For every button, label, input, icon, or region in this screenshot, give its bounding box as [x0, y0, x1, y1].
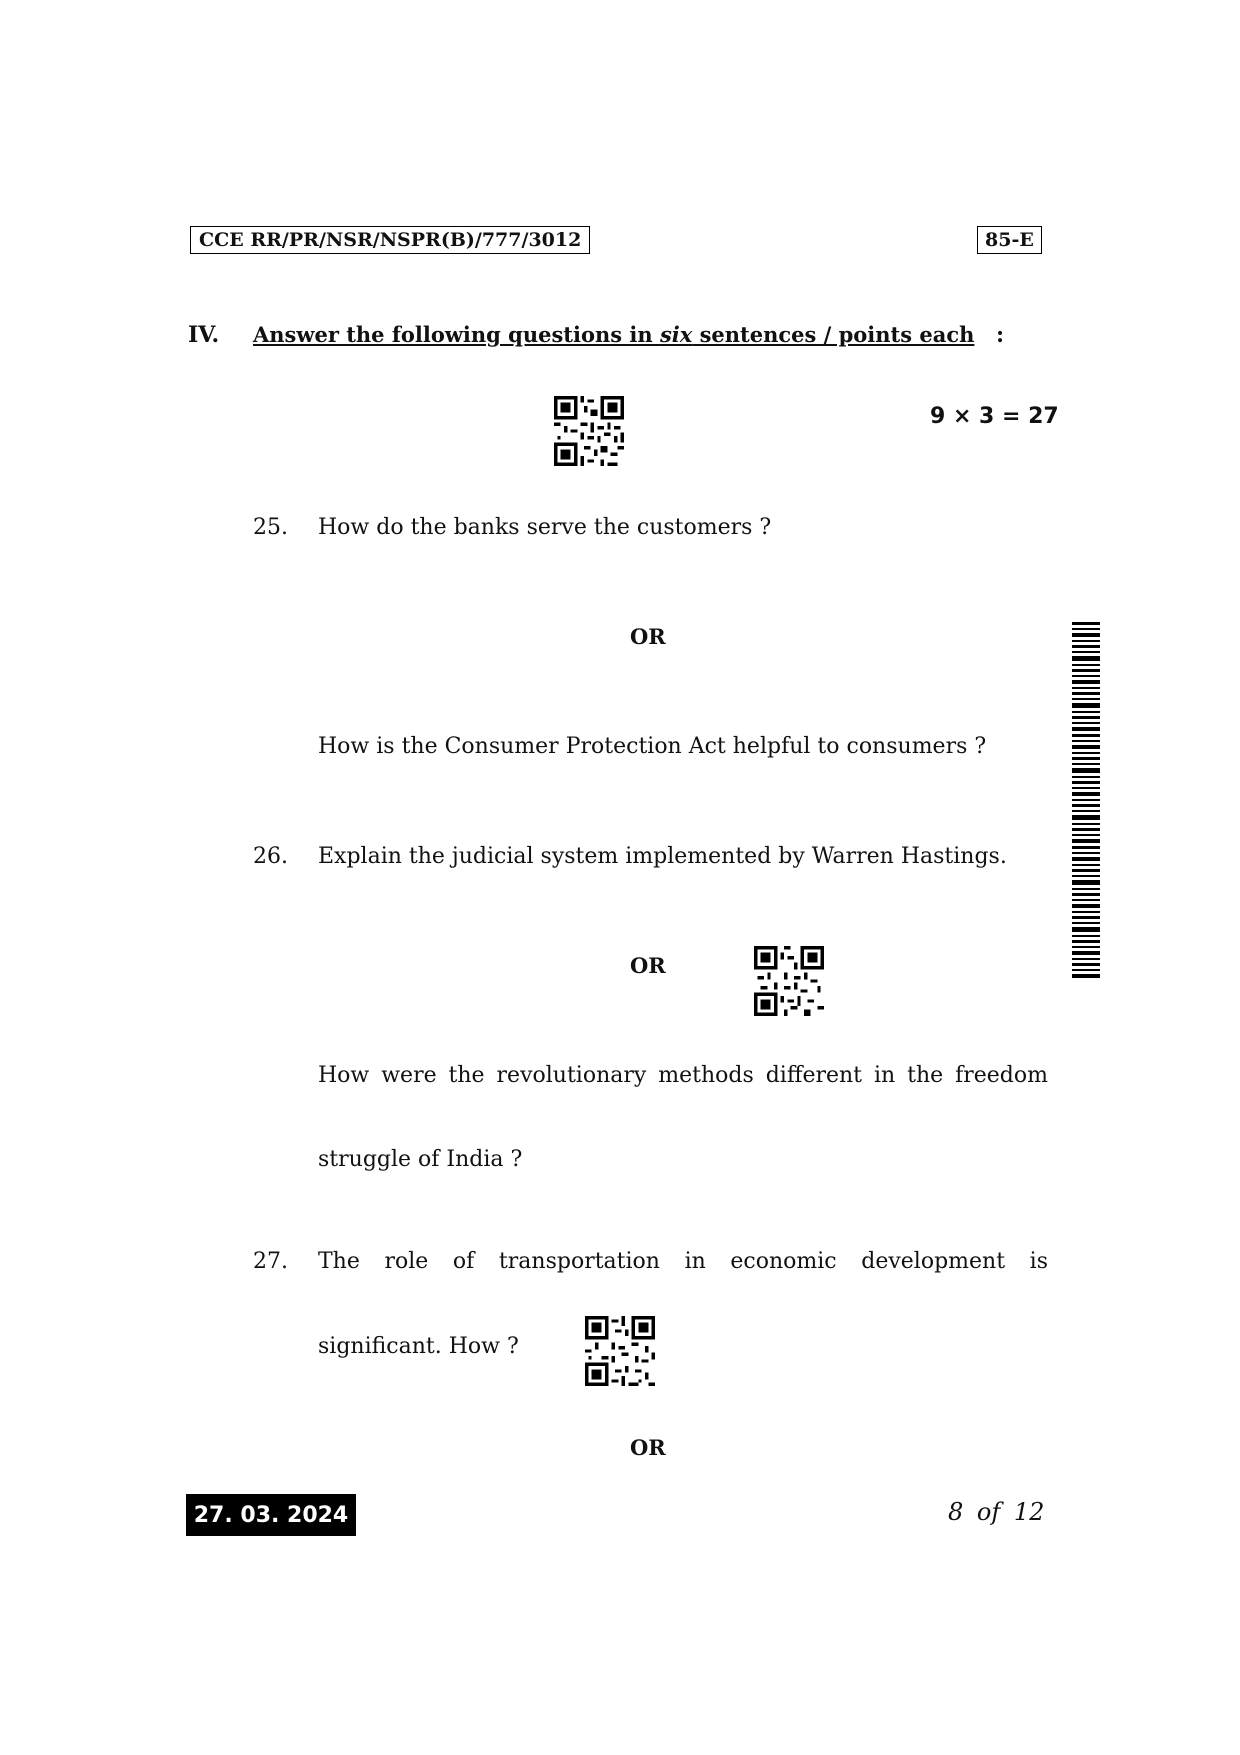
section-heading-pre: Answer the following questions in: [253, 322, 660, 347]
section-colon: :: [996, 322, 1005, 348]
question-number: 25.: [253, 515, 288, 540]
or-label: OR: [630, 1435, 666, 1460]
paper-number: 85-E: [977, 226, 1042, 254]
exam-date: 27. 03. 2024: [186, 1494, 356, 1536]
alternative-question-text-line: struggle of India ?: [318, 1147, 523, 1172]
question-number: 27.: [253, 1249, 288, 1274]
question-text: How do the banks serve the customers ?: [318, 515, 772, 540]
page-number: 8 of 12: [948, 1498, 1045, 1526]
qr-code-icon: [754, 946, 824, 1016]
section-number: IV.: [188, 322, 220, 348]
alternative-question-text-line: How were the revolutionary methods different in the freedom: [318, 1063, 1048, 1088]
or-label: OR: [630, 624, 666, 649]
question-text: Explain the judicial system implemented by Warren Hastings.: [318, 844, 1007, 869]
section-heading-italic: six: [659, 322, 693, 347]
qr-code-icon: [585, 1316, 655, 1386]
or-label: OR: [630, 953, 666, 978]
qr-code-icon: [554, 396, 624, 466]
alternative-question-text: How is the Consumer Protection Act helpful to consumers ?: [318, 734, 987, 759]
paper-code: CCE RR/PR/NSR/NSPR(B)/777/3012: [190, 226, 590, 254]
question-number: 26.: [253, 844, 288, 869]
section-marks: 9 × 3 = 27: [930, 404, 1059, 429]
question-text-line: The role of transportation in economic development is: [318, 1249, 1048, 1274]
barcode-icon: [1072, 622, 1100, 978]
question-text-line: significant. How ?: [318, 1334, 519, 1359]
section-heading-post: sentences / points each: [692, 322, 975, 347]
section-heading: [253, 322, 974, 347]
